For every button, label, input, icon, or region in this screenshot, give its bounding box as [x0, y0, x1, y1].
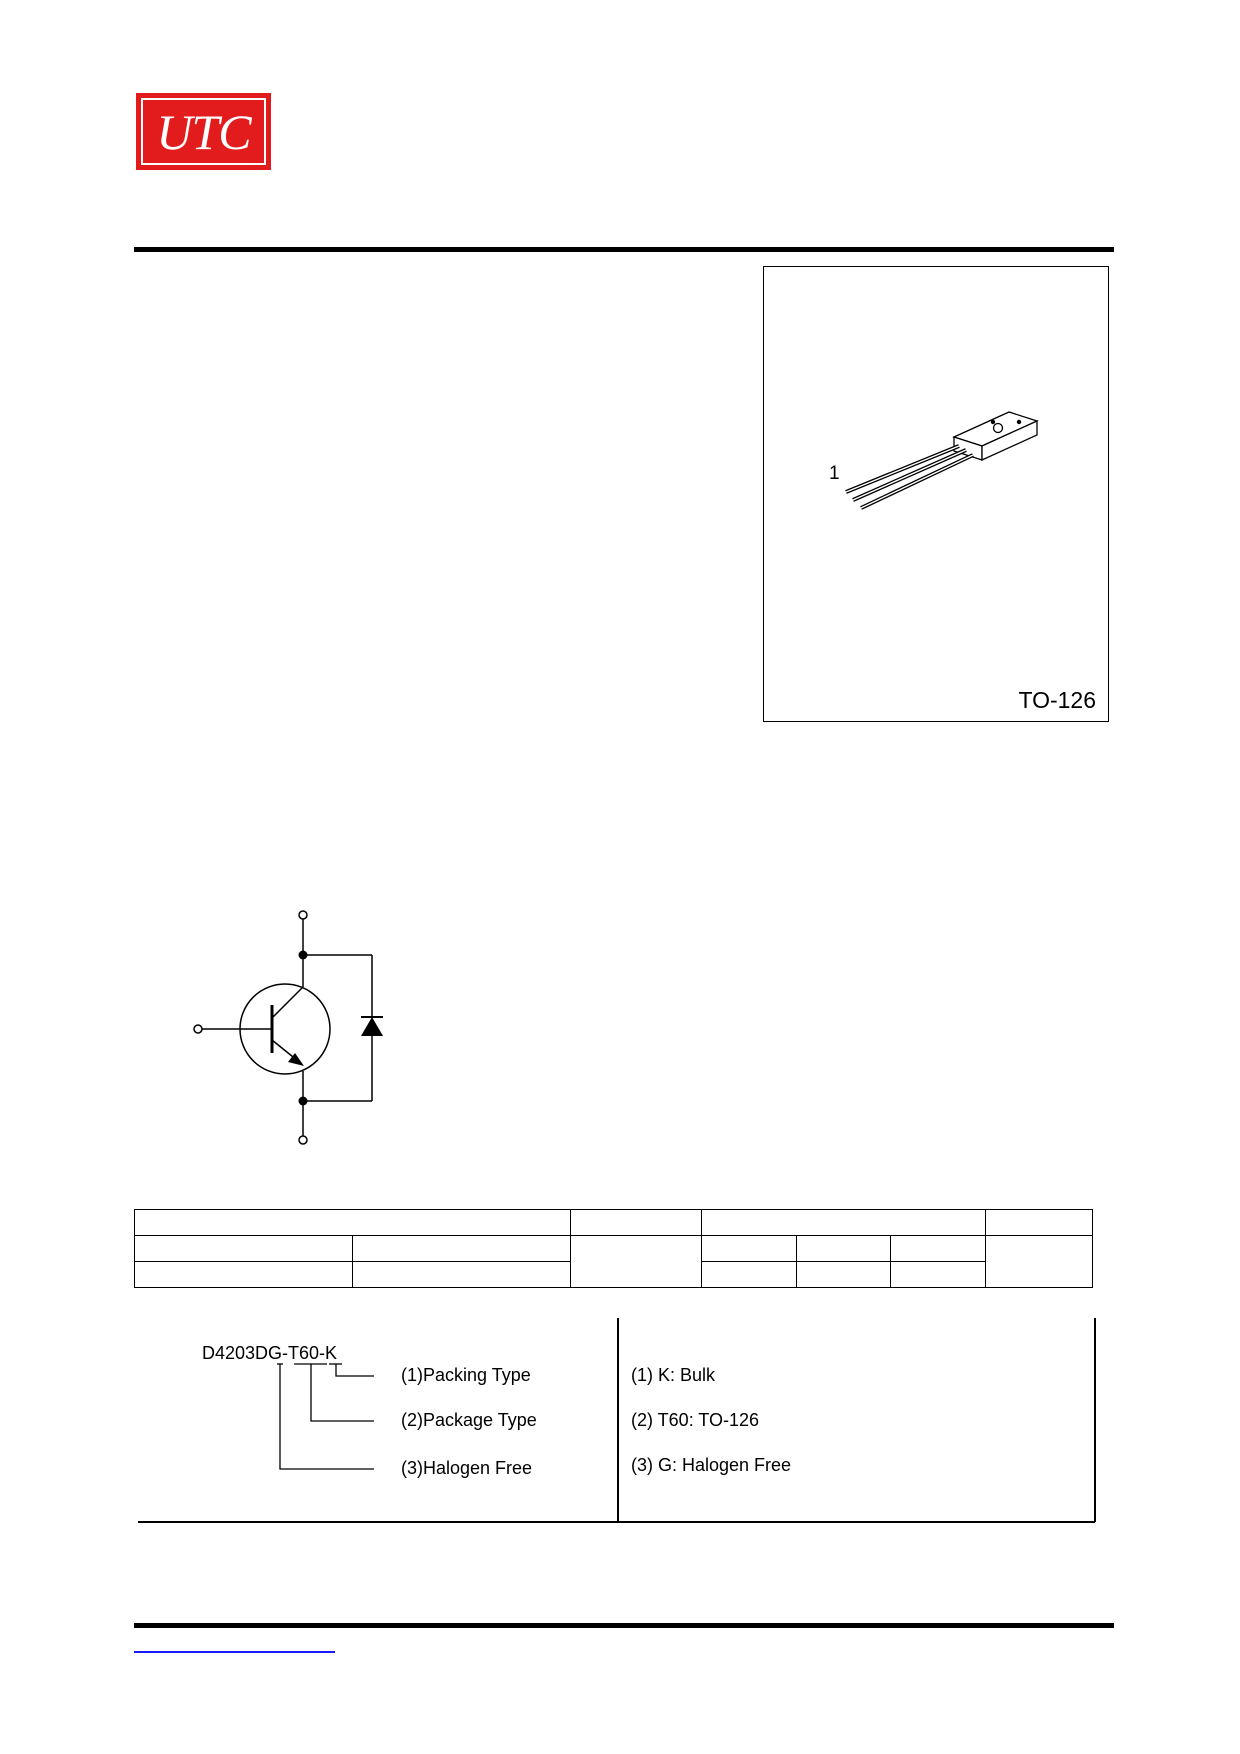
legend-halogen-free: (3)Halogen Free: [401, 1458, 533, 1478]
table-cell: [797, 1236, 891, 1262]
pin-1-label: 1: [829, 463, 840, 484]
table-cell: [986, 1210, 1093, 1236]
table-cell: [797, 1262, 891, 1288]
utc-logo-text: UTC: [156, 103, 251, 160]
ordering-info-table: [134, 1209, 1093, 1288]
table-cell: [702, 1236, 797, 1262]
to126-package-drawing: [764, 267, 1110, 723]
collector-terminal: [299, 911, 307, 919]
table-cell: [571, 1210, 702, 1236]
diode-symbol: [361, 1017, 383, 1036]
website-link[interactable]: [134, 1651, 335, 1653]
header-rule: [134, 247, 1114, 252]
package-outline-box: [763, 266, 1109, 722]
table-cell: [702, 1210, 986, 1236]
part-number-decoding: [134, 1318, 1096, 1528]
base-terminal: [194, 1025, 202, 1033]
emitter-terminal: [299, 1136, 307, 1144]
utc-logo-frame: [141, 98, 266, 165]
code-halogen-free: (3) G: Halogen Free: [631, 1455, 792, 1475]
code-package-type: (2) T60: TO-126: [631, 1410, 760, 1430]
table-cell: [891, 1236, 986, 1262]
table-cell: [353, 1262, 571, 1288]
code-packing-type: (1) K: Bulk: [631, 1365, 716, 1385]
package-name: TO-126: [1018, 687, 1096, 713]
legend-packing-type: (1)Packing Type: [401, 1365, 531, 1385]
table-cell: [571, 1236, 702, 1288]
utc-logo: [136, 93, 271, 170]
table-row: [135, 1210, 1093, 1236]
table-cell: [135, 1262, 353, 1288]
table-cell: [135, 1236, 353, 1262]
table-row: [135, 1236, 1093, 1262]
table-cell: [135, 1210, 571, 1236]
table-cell: [891, 1262, 986, 1288]
table-cell: [353, 1236, 571, 1262]
footer-rule: [134, 1623, 1114, 1628]
table-cell: [702, 1262, 797, 1288]
transistor-symbol-diagram: [180, 895, 420, 1155]
table-cell: [986, 1236, 1093, 1288]
part-number: D4203DG-T60-K: [202, 1343, 338, 1363]
legend-package-type: (2)Package Type: [401, 1410, 537, 1430]
